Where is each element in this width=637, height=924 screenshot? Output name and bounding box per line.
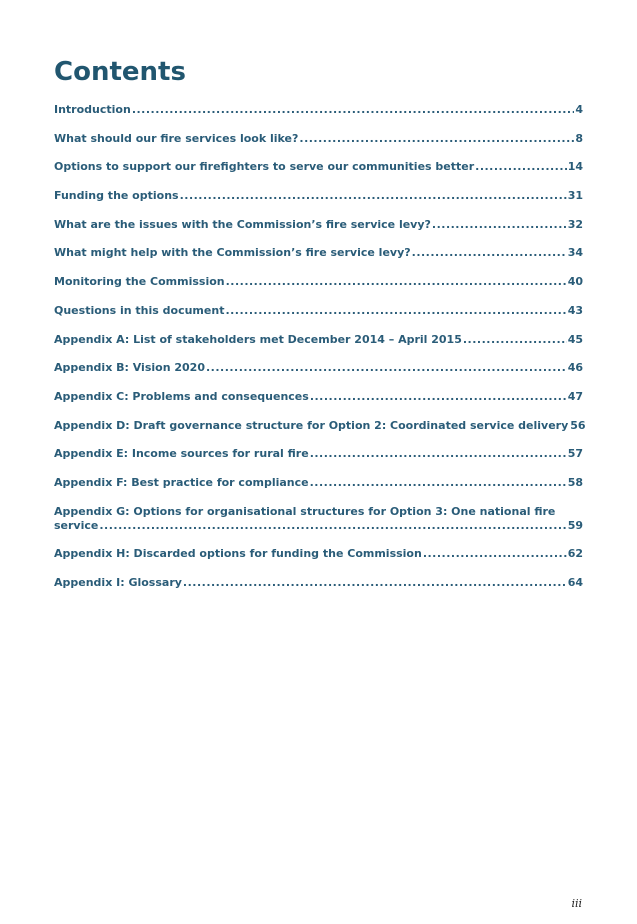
toc-leader-dots bbox=[132, 103, 575, 117]
toc-entry-label-line1: Appendix G: Options for organisational structures for Option 3: One national fire bbox=[54, 504, 556, 518]
toc-entry-label: Appendix D: Draft governance structure for Option 2: Coordinated service delivery bbox=[54, 418, 569, 432]
toc-entry-label: Funding the options bbox=[54, 189, 179, 203]
toc-entry-page-number: 31 bbox=[567, 189, 583, 203]
toc-entry-levy-issues[interactable] bbox=[54, 218, 583, 232]
toc-entry-page-number: 40 bbox=[567, 275, 583, 289]
toc-entry-appendix-e[interactable] bbox=[54, 447, 583, 461]
toc-entry-label: Questions in this document bbox=[54, 303, 225, 317]
toc-leader-dots bbox=[99, 519, 566, 533]
toc-entry-label: Appendix I: Glossary bbox=[54, 576, 182, 589]
toc-leader-dots bbox=[412, 246, 567, 260]
table-of-contents bbox=[54, 103, 586, 605]
toc-leader-dots bbox=[180, 189, 567, 203]
toc-entry-page-number: 8 bbox=[575, 131, 583, 145]
toc-entry-page-number: 14 bbox=[567, 160, 583, 174]
toc-entry-label: Appendix C: Problems and consequences bbox=[54, 389, 309, 403]
toc-leader-dots bbox=[183, 576, 567, 590]
toc-leader-dots bbox=[299, 132, 574, 146]
toc-entry-label: Introduction bbox=[54, 103, 131, 116]
toc-entry-page-number: 43 bbox=[567, 303, 583, 317]
toc-entry-appendix-c[interactable] bbox=[54, 390, 583, 404]
toc-entry-label: Appendix A: List of stakeholders met December 2014 – April 2015 bbox=[54, 332, 462, 346]
toc-entry-introduction[interactable] bbox=[54, 103, 583, 117]
toc-entry-label-line2: service bbox=[54, 518, 99, 532]
toc-entry-appendix-i[interactable] bbox=[54, 576, 583, 590]
toc-entry-line2 bbox=[54, 519, 583, 533]
toc-leader-dots bbox=[432, 218, 567, 232]
toc-leader-dots bbox=[225, 304, 566, 318]
footer-page-number: iii bbox=[571, 897, 582, 910]
toc-entry-label: What might help with the Commission’s fire service levy? bbox=[54, 246, 411, 260]
toc-entry-label: What should our fire services look like? bbox=[54, 131, 299, 145]
toc-entry-monitoring[interactable] bbox=[54, 275, 583, 289]
toc-entry-page-number: 4 bbox=[575, 103, 583, 116]
toc-entry-page-number: 32 bbox=[567, 217, 583, 231]
toc-leader-dots bbox=[310, 390, 567, 404]
toc-leader-dots bbox=[226, 275, 567, 289]
toc-entry-label: Appendix F: Best practice for compliance bbox=[54, 475, 309, 489]
toc-entry-options-support[interactable] bbox=[54, 160, 583, 174]
toc-leader-dots bbox=[423, 547, 567, 561]
toc-leader-dots bbox=[310, 447, 567, 461]
toc-entry-page-number: 58 bbox=[567, 475, 583, 489]
toc-leader-dots bbox=[206, 361, 567, 375]
toc-entry-fire-services[interactable] bbox=[54, 132, 583, 146]
toc-leader-dots bbox=[463, 333, 567, 347]
toc-entry-label: Options to support our firefighters to serve our communities better bbox=[54, 160, 475, 174]
toc-entry-page-number: 45 bbox=[567, 332, 583, 346]
toc-entry-page-number: 56 bbox=[570, 418, 586, 432]
toc-entry-page-number: 34 bbox=[567, 246, 583, 260]
toc-entry-appendix-a[interactable] bbox=[54, 333, 583, 347]
toc-entry-page-number: 47 bbox=[567, 389, 583, 403]
toc-entry-label: Appendix E: Income sources for rural fire bbox=[54, 447, 309, 461]
toc-entry-appendix-b[interactable] bbox=[54, 361, 583, 375]
toc-entry-questions[interactable] bbox=[54, 304, 583, 318]
toc-entry-appendix-h[interactable] bbox=[54, 547, 583, 561]
toc-entry-appendix-g[interactable] bbox=[54, 505, 583, 533]
toc-leader-dots bbox=[310, 476, 567, 490]
toc-leader-dots bbox=[475, 160, 567, 174]
toc-entry-funding-options[interactable] bbox=[54, 189, 583, 203]
page-title: Contents bbox=[54, 57, 186, 87]
toc-entry-appendix-d[interactable] bbox=[54, 418, 586, 433]
toc-entry-levy-help[interactable] bbox=[54, 246, 583, 260]
toc-entry-page-number: 64 bbox=[567, 576, 583, 589]
toc-entry-page-number: 62 bbox=[567, 547, 583, 561]
toc-entry-label: Monitoring the Commission bbox=[54, 275, 225, 289]
toc-entry-label: Appendix H: Discarded options for funding the Commission bbox=[54, 547, 422, 561]
toc-entry-appendix-f[interactable] bbox=[54, 476, 583, 490]
toc-entry-page-number: 46 bbox=[567, 361, 583, 375]
toc-entry-label: Appendix B: Vision 2020 bbox=[54, 361, 205, 375]
toc-entry-page-number: 59 bbox=[567, 518, 583, 532]
toc-entry-label: What are the issues with the Commission’s fire service levy? bbox=[54, 217, 431, 231]
toc-entry-page-number: 57 bbox=[567, 447, 583, 461]
